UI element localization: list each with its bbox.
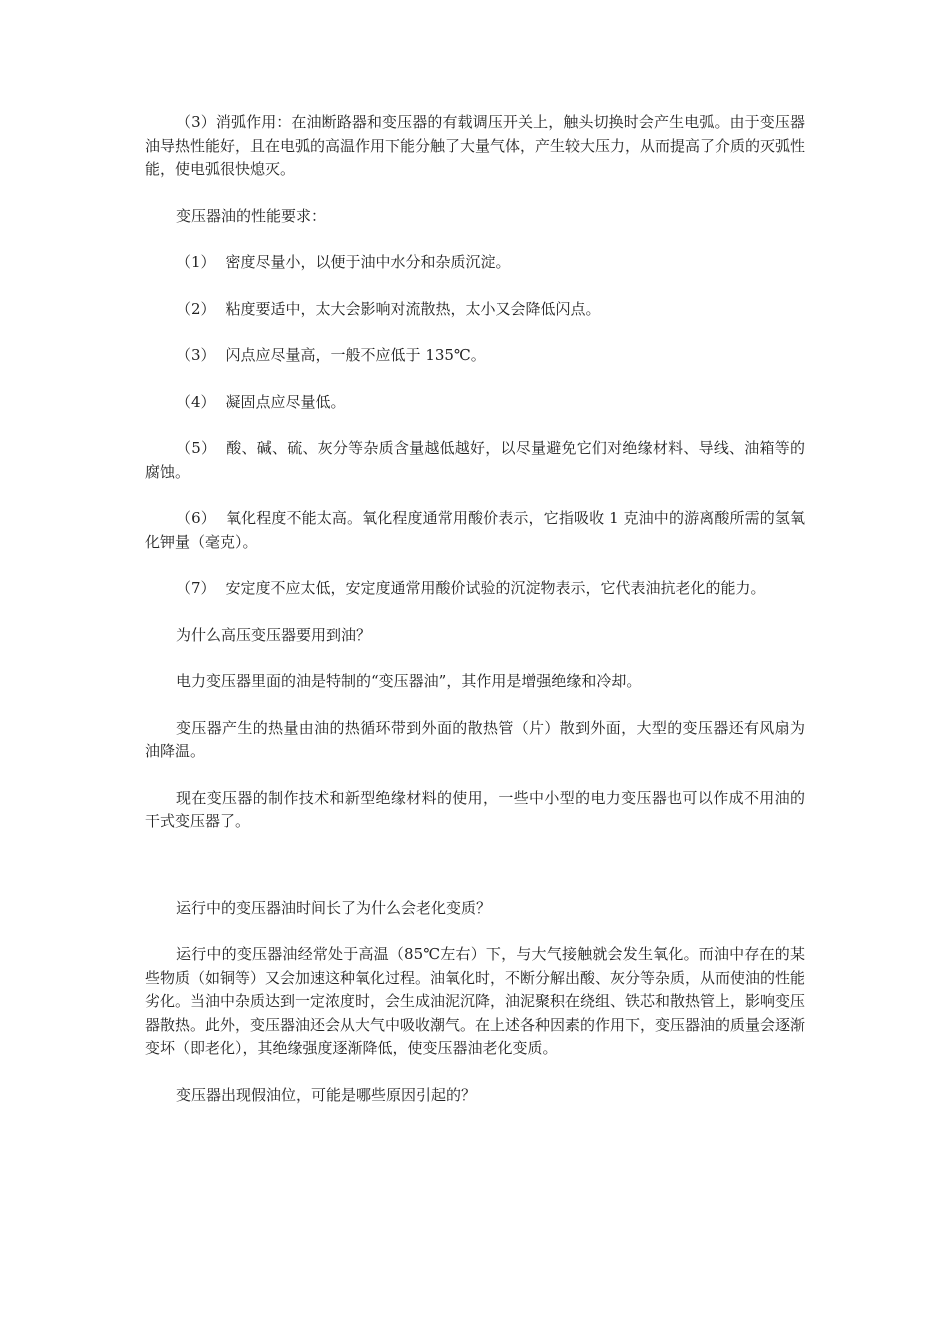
blank-gap <box>145 857 805 897</box>
list-item <box>145 298 805 322</box>
list-item <box>145 251 805 275</box>
paragraph-aging-explanation: 运行中的变压器油经常处于高温（85℃左右）下，与大气接触就会发生氧化。而油中存在的某些物质（如铜等）又会加速这种氧化过程。油氧化时，不断分解出酸、灰分等杂质，从而使油的性能劣化。当油中杂质达到一定浓度时，会生成油泥沉降，油泥聚积在绕组、铁芯和散热管上，影响变压器散热。此外，变压器油还会从大气中吸收潮气。在上述各种因素的作用下，变压器油的质量会逐渐变坏（即老化），其绝缘强度逐渐降低，使变压器油老化变质。 <box>145 945 806 1057</box>
document-body <box>145 111 805 1130</box>
list-item-text: 氧化程度不能太高。氧化程度通常用酸价表示，它指吸收 1 克油中的游离酸所需的氢氧化钾量（毫克）。 <box>145 509 805 551</box>
list-item-number: （2） <box>176 299 216 318</box>
paragraph-performance-heading: 变压器油的性能要求： <box>176 206 327 225</box>
list-item-number: （4） <box>176 392 216 411</box>
paragraph-oil-purpose: 电力变压器里面的油是特制的“变压器油”，其作用是增强绝缘和冷却。 <box>176 672 642 690</box>
list-item <box>145 507 805 554</box>
paragraph-arc-extinguishing: （3）消弧作用：在油断路器和变压器的有载调压开关上，触头切换时会产生电弧。由于变压器油导热性能好，且在电弧的高温作用下能分触了大量气体，产生较大压力，从而提高了介质的灭弧性能，使电弧很快熄灭。 <box>145 113 806 178</box>
paragraph-cooling: 变压器产生的热量由油的热循环带到外面的散热管（片）散到外面，大型的变压器还有风扇为油降温。 <box>145 718 805 760</box>
list-item <box>145 344 805 368</box>
list-item <box>145 391 805 415</box>
list-item <box>145 577 805 601</box>
list-item-text: 闪点应尽量高，一般不应低于 135℃。 <box>225 346 486 364</box>
list-item-text: 安定度不应太低，安定度通常用酸价试验的沉淀物表示，它代表油抗老化的能力。 <box>225 579 766 597</box>
list-item-text: 密度尽量小，以便于油中水分和杂质沉淀。 <box>225 253 511 271</box>
list-item-number: （7） <box>176 579 216 597</box>
question-aging: 运行中的变压器油时间长了为什么会老化变质？ <box>176 898 492 917</box>
list-item-text: 酸、碱、硫、灰分等杂质含量越低越好，以尽量避免它们对绝缘材料、导线、油箱等的腐蚀。 <box>145 439 805 481</box>
list-item-text: 粘度要适中，太大会影响对流散热，太小又会降低闪点。 <box>225 299 601 318</box>
list-item-number: （1） <box>176 253 216 271</box>
list-item <box>145 437 805 484</box>
list-item-number: （3） <box>176 346 216 364</box>
list-item-number: （6） <box>176 509 216 527</box>
paragraph-dry-type: 现在变压器的制作技术和新型绝缘材料的使用，一些中小型的电力变压器也可以作成不用油的干式变压器了。 <box>145 788 805 830</box>
list-item-text: 凝固点应尽量低。 <box>225 392 346 411</box>
list-item-number: （5） <box>176 439 217 457</box>
question-false-oil-level: 变压器出现假油位，可能是哪些原因引起的？ <box>176 1085 477 1104</box>
question-why-oil: 为什么高压变压器要用到油？ <box>176 625 372 644</box>
